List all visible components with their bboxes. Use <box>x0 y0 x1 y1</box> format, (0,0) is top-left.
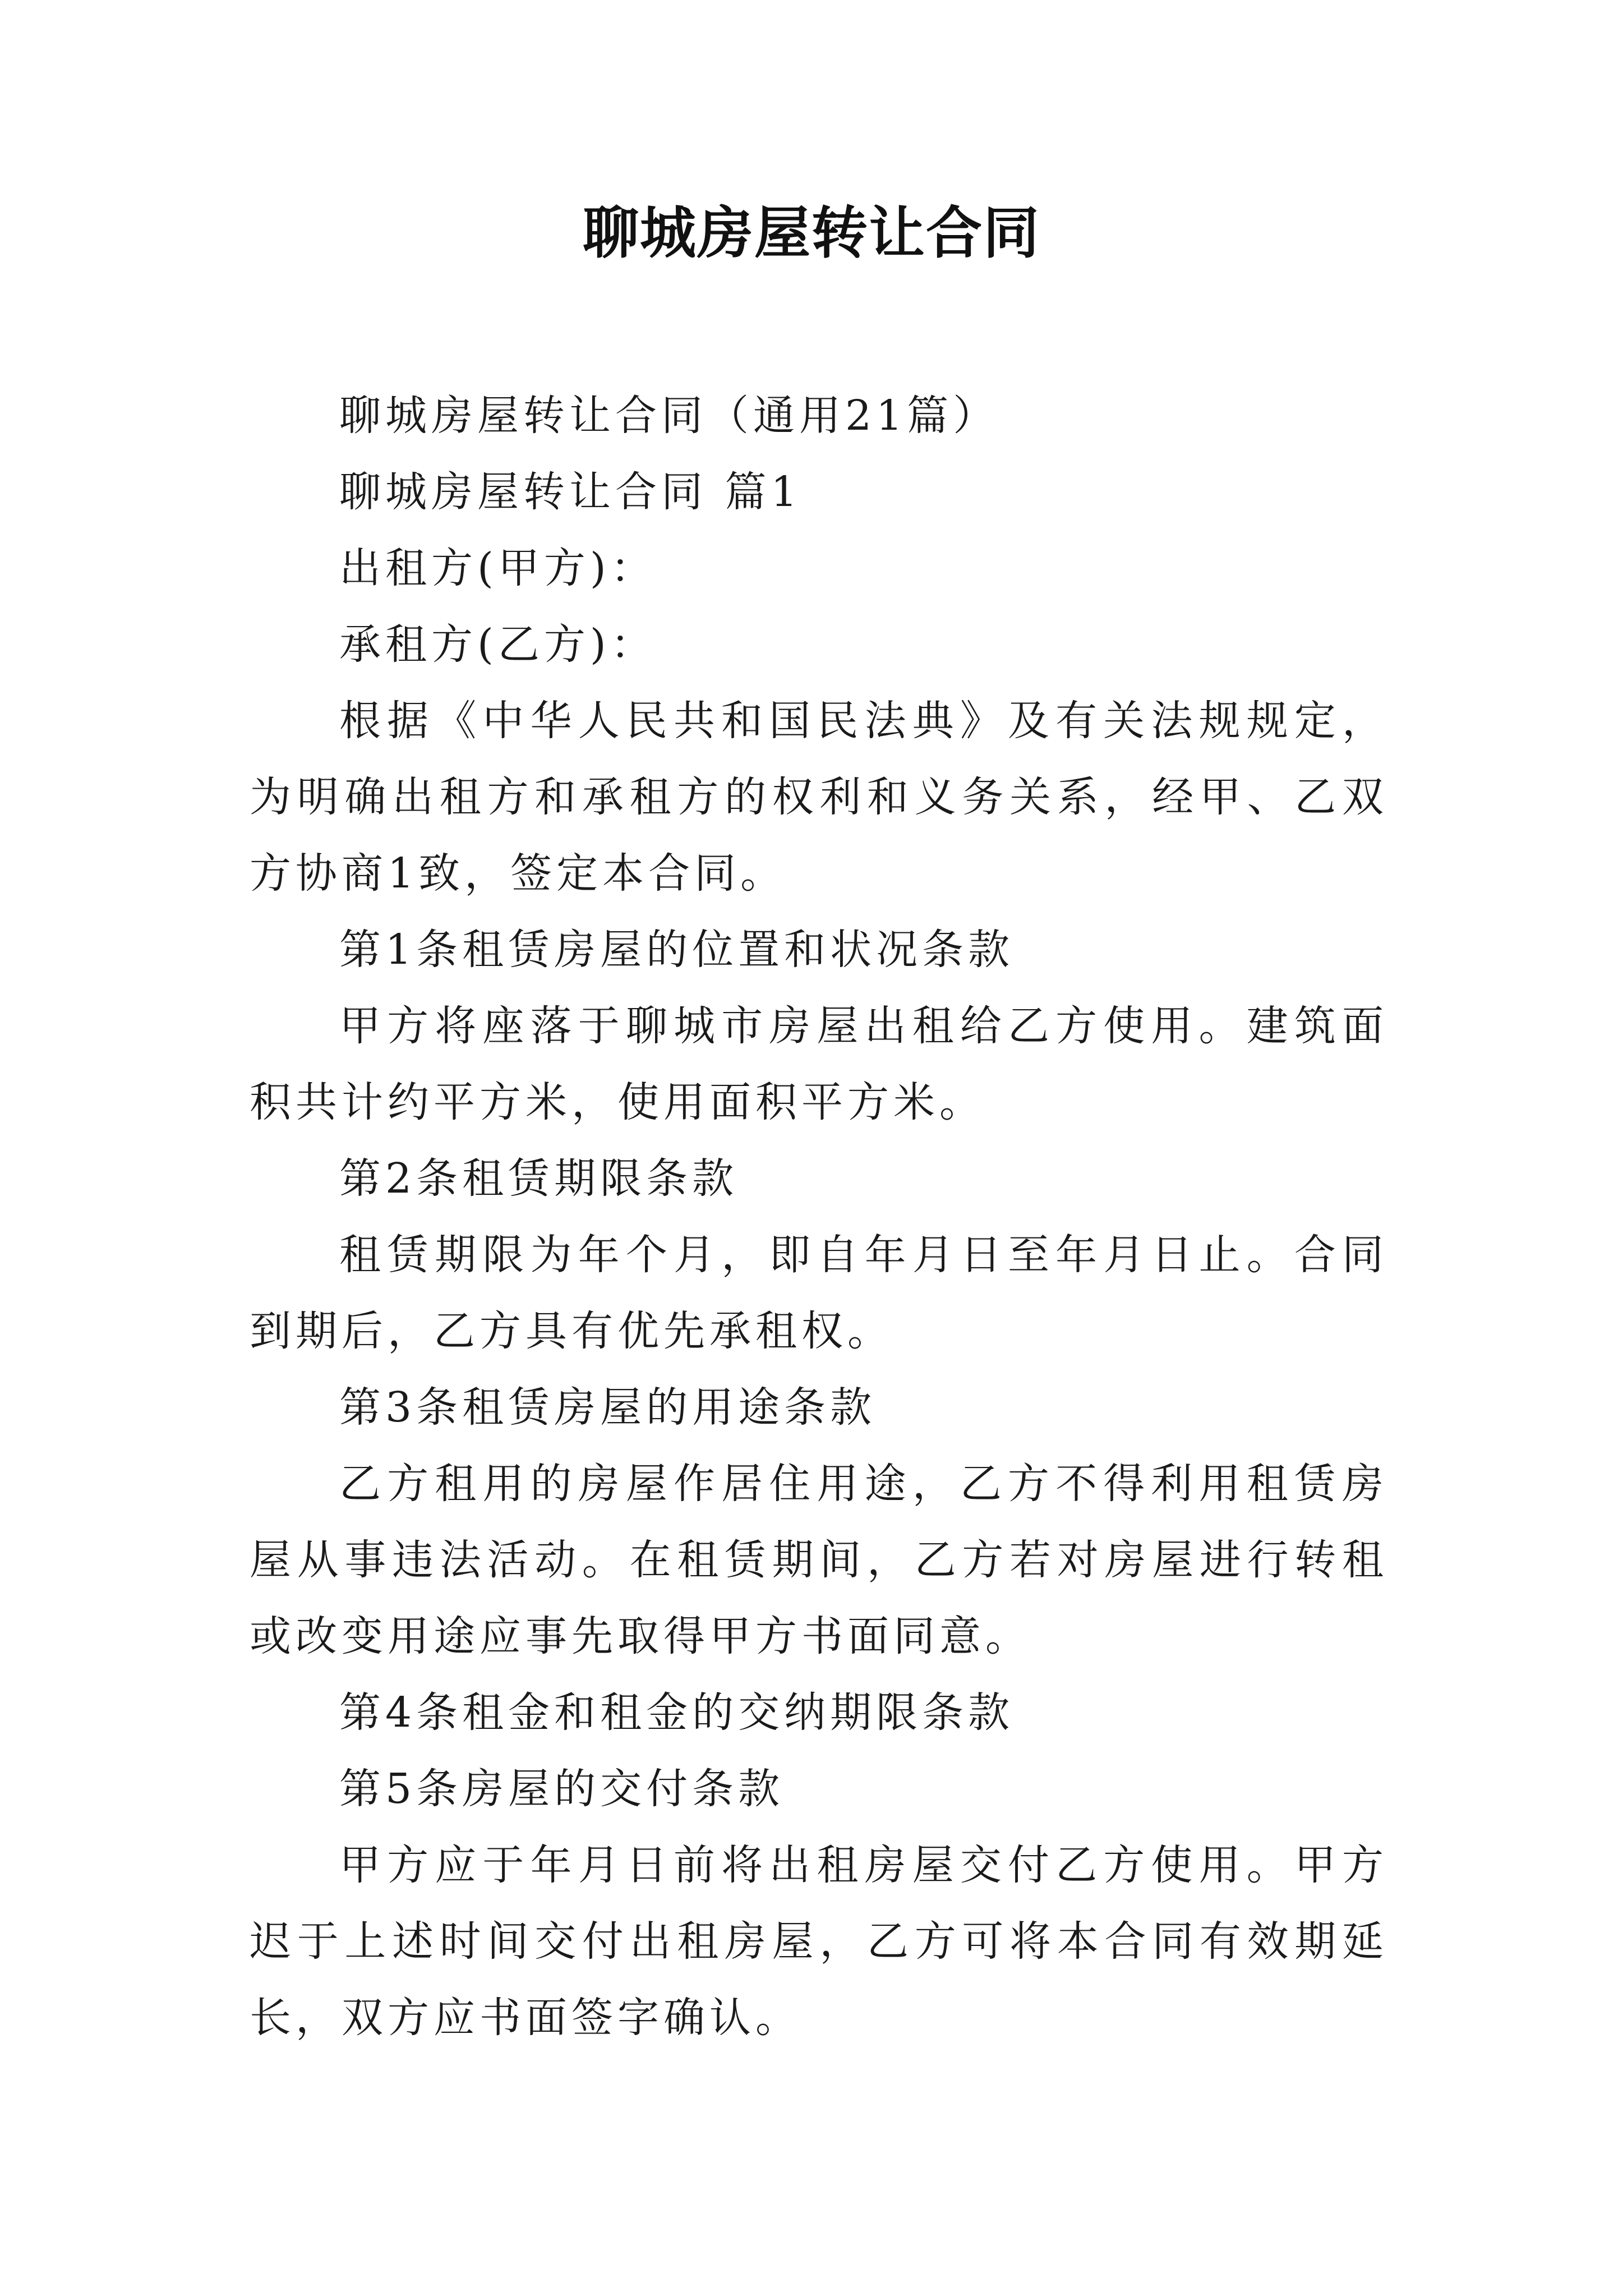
document-body <box>250 378 1388 2056</box>
paragraph-collection-title: 聊城房屋转让合同（通用21篇） <box>339 392 999 440</box>
clause-2-body: 租赁期限为年个月，即自年月日至年月日止。合同到期后，乙方具有优先承租权。 <box>250 1231 1388 1355</box>
clause-5-heading: 第5条房屋的交付条款 <box>339 1765 785 1813</box>
clause-3-body: 乙方租用的房屋作居住用途，乙方不得利用租赁房屋从事违法活动。在租赁期间，乙方若对房屋进行转租或改变用途应事先取得甲方书面同意。 <box>250 1460 1388 1660</box>
paragraph-article-heading: 聊城房屋转让合同 篇1 <box>339 468 802 516</box>
paragraph-preamble: 根据《中华人民共和国民法典》及有关法规规定，为明确出租方和承租方的权利和义务关系，经甲、乙双方协商1致，签定本合同。 <box>250 697 1388 898</box>
clause-4-heading: 第4条租金和租金的交纳期限条款 <box>339 1688 1015 1737</box>
clause-3-heading: 第3条租赁房屋的用途条款 <box>339 1383 877 1432</box>
document-title: 聊城房屋转让合同 <box>583 200 1040 266</box>
paragraph-lessor: 出租方(甲方)： <box>339 544 657 592</box>
clause-2-heading: 第2条租赁期限条款 <box>339 1154 739 1203</box>
paragraph-lessee: 承租方(乙方)： <box>339 620 657 669</box>
clause-1-body: 甲方将座落于聊城市房屋出租给乙方使用。建筑面积共计约平方米，使用面积平方米。 <box>250 1002 1388 1126</box>
clause-1-heading: 第1条租赁房屋的位置和状况条款 <box>339 926 1015 974</box>
clause-5-body: 甲方应于年月日前将出租房屋交付乙方使用。甲方迟于上述时间交付出租房屋，乙方可将本合同有效期延长，双方应书面签字确认。 <box>250 1841 1388 2042</box>
